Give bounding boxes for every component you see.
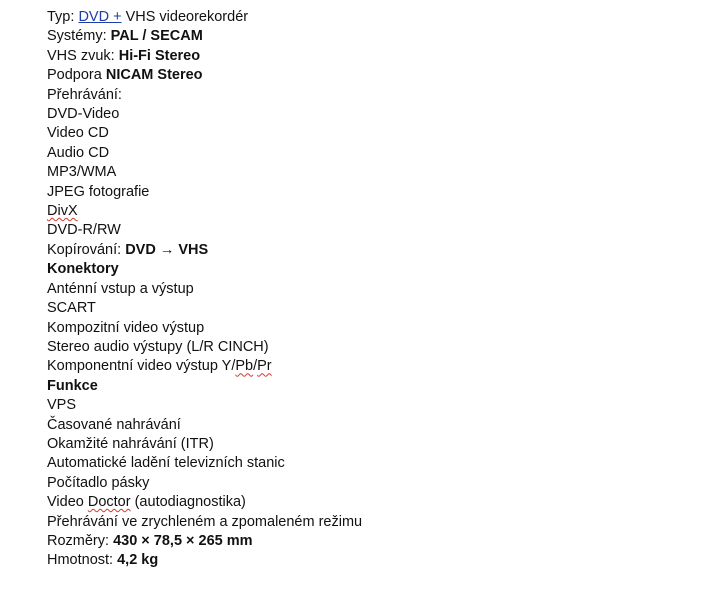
list-item-divx (47, 202, 362, 221)
list-item-vps: VPS (47, 397, 77, 414)
list-item-timer-rec: Časované nahrávání (47, 416, 181, 433)
playback-heading: Přehrávání: (47, 86, 122, 103)
type-label: Typ: (47, 9, 79, 25)
component-pb: Pb (235, 358, 254, 375)
dimensions-line (47, 532, 362, 551)
connectors-heading: Konektory (47, 261, 119, 278)
systems-label: Systémy: (47, 28, 111, 45)
divx-word: DivX (47, 203, 78, 220)
dimensions-value: 430 × 78,5 × 265 mm (113, 532, 253, 549)
list-item-antenna: Anténní vstup a výstup (47, 280, 194, 297)
component-slash: / (253, 358, 258, 375)
list-item-dvd-video: DVD-Video (47, 106, 120, 123)
video-doctor-rest: (autodiagnostika) (130, 494, 246, 511)
component-pr: Pr (257, 358, 272, 375)
list-item-stereo-audio: Stereo audio výstupy (L/R CINCH) (47, 338, 269, 355)
nicam-line (47, 66, 362, 85)
list-item-composite: Kompozitní video výstup (47, 319, 205, 336)
doctor-word: Doctor (87, 494, 131, 511)
list-item-tape-counter: Počítadlo pásky (47, 474, 150, 491)
list-item-jpeg: JPEG fotografie (47, 183, 150, 200)
weight-line (47, 551, 362, 570)
nicam-value: NICAM Stereo (105, 67, 203, 84)
list-item-video-doctor (47, 493, 362, 512)
spec-list (47, 8, 362, 571)
functions-heading: Funkce (47, 377, 98, 394)
vhs-audio-value: Hi-Fi Stereo (118, 47, 201, 64)
systems-line (47, 27, 362, 46)
list-item-audio-cd: Audio CD (47, 144, 110, 161)
nicam-label: Podpora (47, 67, 106, 84)
vhs-audio-label: VHS zvuk: (47, 47, 119, 64)
systems-value: PAL / SECAM (110, 28, 203, 45)
list-item-scart: SCART (47, 300, 96, 317)
type-line (47, 8, 362, 27)
dvd-link[interactable]: DVD + (78, 9, 122, 25)
list-item-video-cd: Video CD (47, 125, 109, 142)
copying-value: DVD → VHS (125, 241, 209, 258)
copying-line (47, 241, 362, 260)
video-doctor-word: Video (47, 494, 88, 511)
copying-label: Kopírování: (47, 241, 126, 258)
component-text: Komponentní video výstup Y/ (47, 358, 236, 375)
list-item-component (47, 357, 362, 376)
list-item-mp3-wma: MP3/WMA (47, 164, 117, 181)
list-item-speed-playback: Přehrávání ve zrychleném a zpomaleném režimu (47, 513, 363, 530)
list-item-dvd-r-rw: DVD-R/RW (47, 222, 121, 239)
dimensions-label: Rozměry: (47, 532, 114, 549)
type-rest: VHS videorekordér (121, 9, 249, 25)
weight-label: Hmotnost: (47, 552, 118, 569)
list-item-auto-tuning: Automatické ladění televizních stanic (47, 455, 285, 472)
vhs-audio-line (47, 47, 362, 66)
list-item-itr: Okamžité nahrávání (ITR) (47, 435, 214, 452)
weight-value: 4,2 kg (117, 552, 159, 569)
